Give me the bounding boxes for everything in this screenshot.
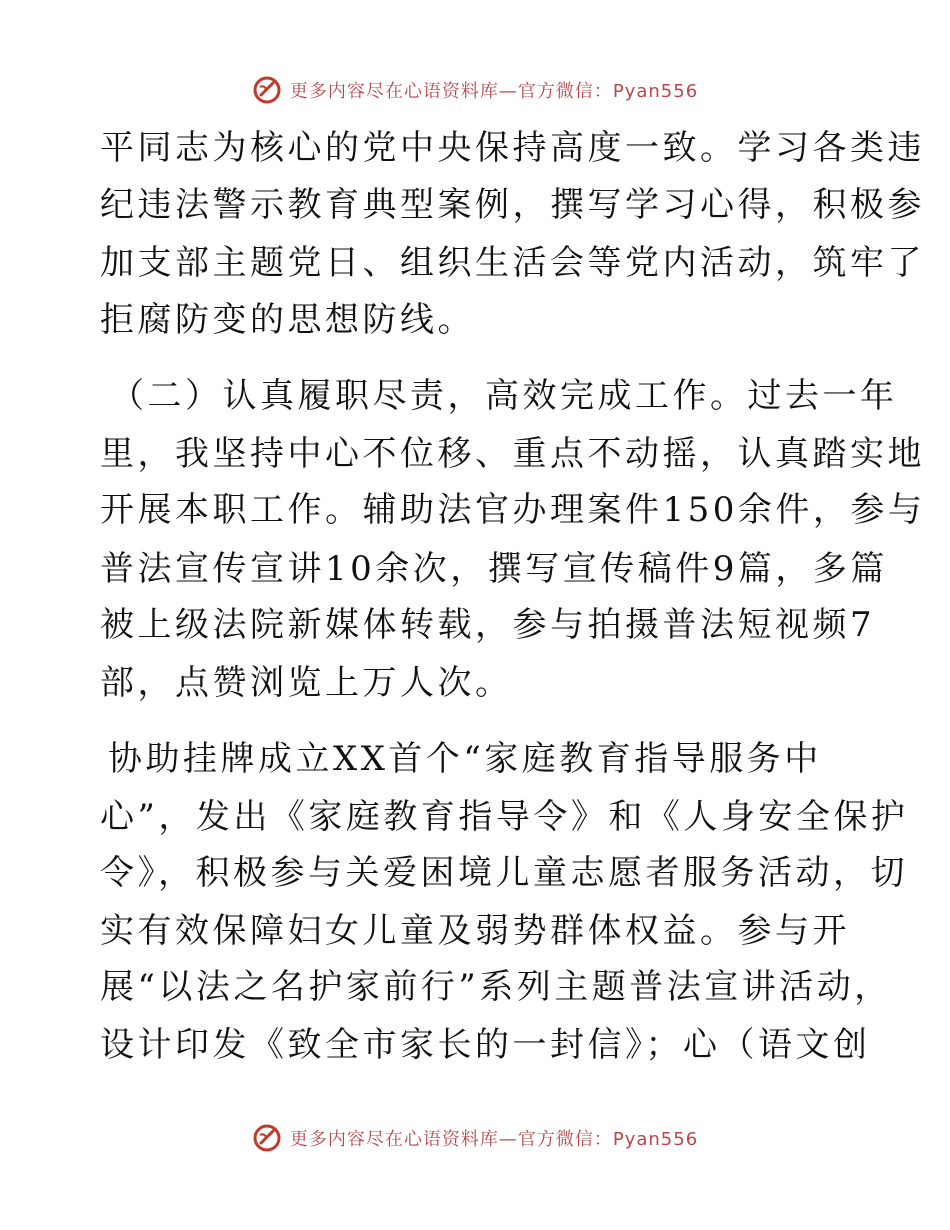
paragraph-line: 令》，积极参与关爱困境儿童志愿者服务活动，切 <box>100 853 908 893</box>
banner-text <box>290 77 698 103</box>
paragraph-line: 被上级法院新媒体转载，参与拍摄普法短视频7 <box>100 605 876 645</box>
banner-wechat-id: Pyan556 <box>612 81 699 102</box>
banner-text <box>290 1125 698 1151</box>
footer-banner <box>0 1118 950 1158</box>
paragraph-line: 开展本职工作。辅助法官办理案件150余件，参与 <box>100 490 926 530</box>
banner-official-label: 官方微信： <box>517 1129 613 1150</box>
logo-icon <box>252 1123 282 1153</box>
paragraph-line: 纪违法警示教育典型案例，撰写学习心得，积极参 <box>100 185 925 225</box>
paragraph-line: 展“以法之名护家前行”系列主题普法宣讲活动， <box>100 967 892 1007</box>
paragraph-line: 平同志为核心的党中央保持高度一致。学习各类违 <box>100 128 925 168</box>
paragraph-line: 实有效保障妇女儿童及弱势群体权益。参与开 <box>100 911 850 951</box>
banner-main-text: 更多内容尽在心语资料库 <box>289 1129 499 1150</box>
banner-wechat-id: Pyan556 <box>612 1129 699 1150</box>
section-heading-line: （二）认真履职尽责，高效完成工作。过去一年 <box>110 376 898 416</box>
banner-separator: — <box>498 1129 518 1150</box>
paragraph-line: 设计印发《致全市家长的一封信》；心（语文创 <box>100 1025 871 1065</box>
paragraph-line: 里，我坚持中心不位移、重点不动摇，认真踏实地 <box>100 434 925 474</box>
paragraph-line: 拒腐防变的思想防线。 <box>100 300 475 340</box>
banner-official-label: 官方微信： <box>517 81 613 102</box>
header-banner <box>0 70 950 110</box>
paragraph-line: 加支部主题党日、组织生活会等党内活动，筑牢了 <box>100 243 925 283</box>
banner-main-text: 更多内容尽在心语资料库 <box>289 81 499 102</box>
paragraph-line: 普法宣传宣讲10余次，撰写宣传稿件9篇，多篇 <box>100 549 888 589</box>
paragraph-line: 心”，发出《家庭教育指导令》和《人身安全保护 <box>100 797 909 837</box>
paragraph-line: 协助挂牌成立XX首个“家庭教育指导服务中 <box>108 739 822 779</box>
banner-separator: — <box>498 81 518 102</box>
logo-icon <box>252 75 282 105</box>
paragraph-line: 部，点赞浏览上万人次。 <box>100 663 513 703</box>
